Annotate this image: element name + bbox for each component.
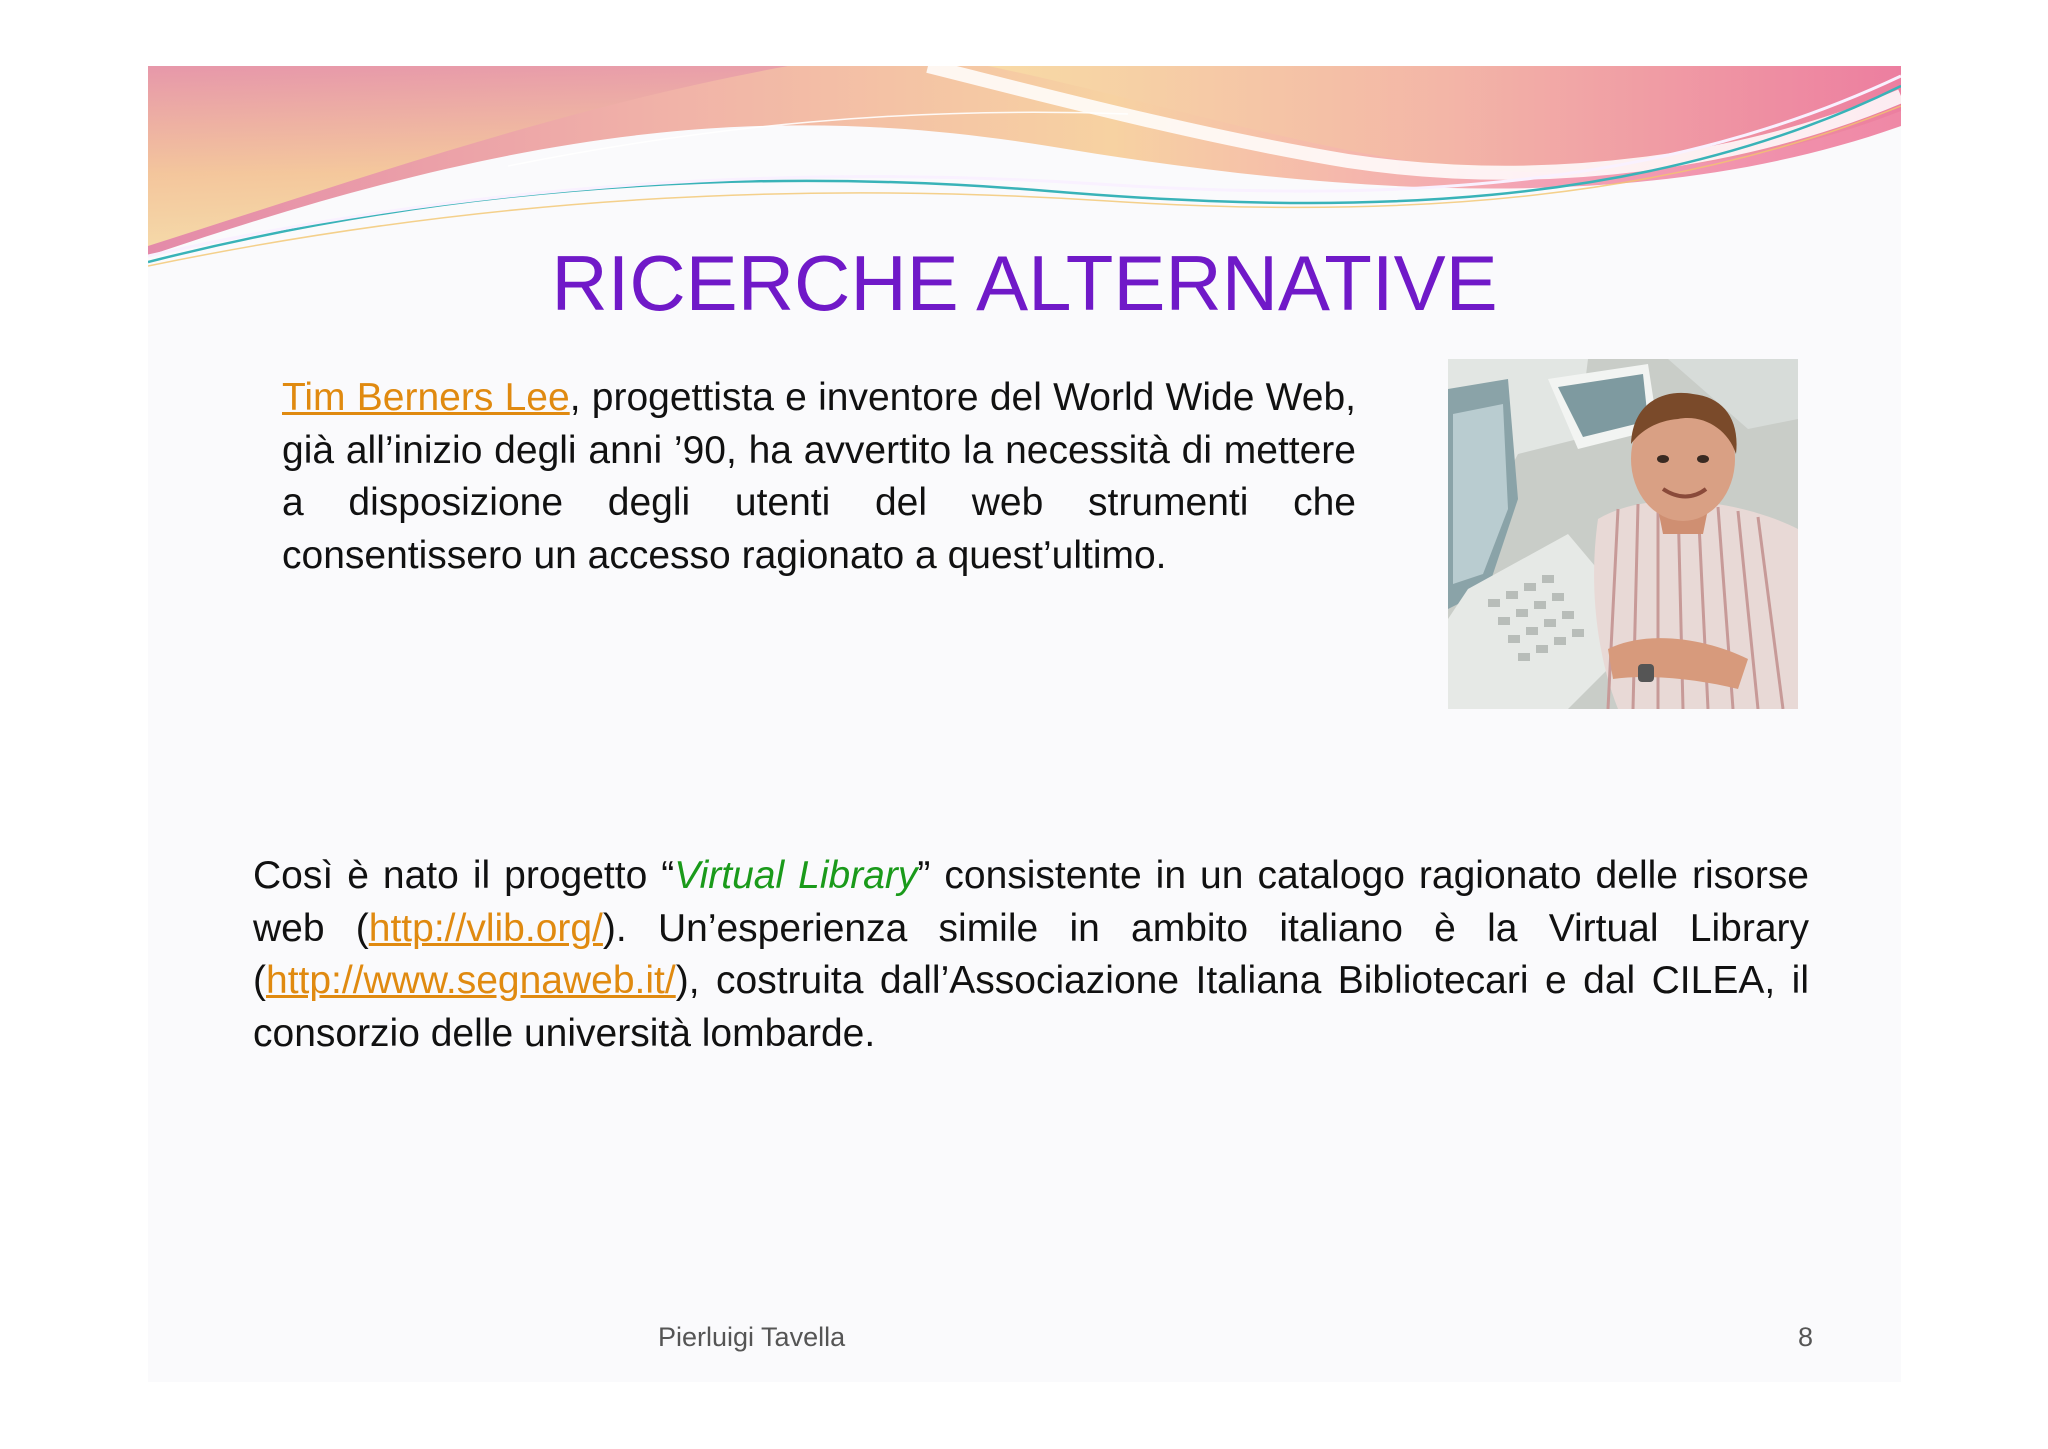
intro-paragraph (282, 372, 1356, 582)
paragraph2-text-1: Così è nato il progetto “ (253, 854, 675, 897)
portrait-photo-icon (1448, 359, 1798, 709)
paragraph2-text-4: ), costruita dall’Associazione Italiana Bibliotecari e dal CILEA, il consorzio delle università lombarde. (253, 959, 1809, 1055)
page-number: 8 (1798, 1322, 1814, 1352)
slide-title: RICERCHE ALTERNATIVE (551, 239, 1498, 327)
virtual-library-emphasis: Virtual Library (674, 854, 918, 897)
tim-berners-lee-link[interactable]: Tim Berners Lee (282, 376, 570, 419)
paragraph2-text-2: ” consistente in un catalogo ragionato delle risorse web ( (253, 854, 1809, 950)
virtual-library-paragraph (253, 850, 1809, 1060)
intro-paragraph-text: , progettista e inventore del World Wide Web, già all’inizio degli anni ’90, ha avvertito la necessità di mettere a disposizione degli utenti del web strumenti che consentissero un accesso ragionato a quest’ultimo. (282, 376, 1357, 577)
footer-author: Pierluigi Tavella (658, 1322, 846, 1352)
slide (148, 66, 1901, 1382)
segnaweb-link[interactable]: http://www.segnaweb.it/ (266, 959, 676, 1002)
paragraph2-text-3: ). Un’esperienza simile in ambito italiano è la Virtual Library ( (253, 906, 1809, 1002)
vlib-link[interactable]: http://vlib.org/ (368, 906, 603, 950)
